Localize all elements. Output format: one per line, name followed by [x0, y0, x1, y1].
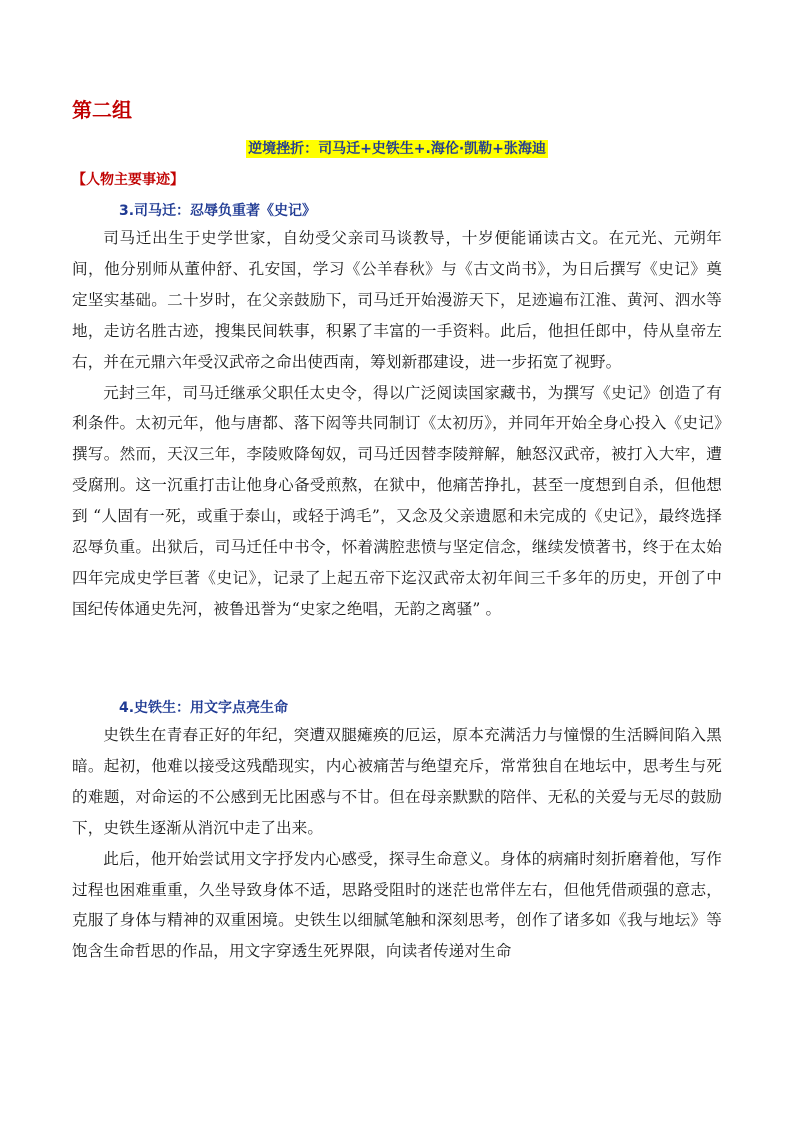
person-section-shi-tiesheng — [72, 696, 722, 967]
body-paragraph: 史铁生在青春正好的年纪，突遭双腿瘫痪的厄运，原本充满活力与憧憬的生活瞬间陷入黑暗。起初，他难以接受这残酷现实，内心被痛苦与绝望充斥，常常独自在地坛中，思考生与死的难题，对命运的不公感到无比困惑与不甘。但在母亲默默的陪伴、无私的关爱与无尽的鼓励下，史铁生逐渐从消沉中走了出来。 — [72, 726, 722, 837]
group-title: 第二组 — [72, 98, 132, 122]
theme-highlight: 逆境挫折：司马迁+史铁生+.海伦·凯勒+张海迪 — [248, 141, 546, 157]
body-paragraph: 元封三年，司马迁继承父职任太史令，得以广泛阅读国家藏书，为撰写《史记》创造了有利条件。太初元年，他与唐都、落下闳等共同制订《太初历》，并同年开始全身心投入《史记》撰写。然而，天汉三年，李陵败降匈奴，司马迁因替李陵辩解，触怒汉武帝，被打入大牢，遭受腐刑。这一沉重打击让他身心备受煎熬，在狱中，他痛苦挣扎，甚至一度想到自杀，但他想到 “人固有一死，或重于泰山，或轻于鸿毛”，又念及父亲遗愿和未完成的《史记》，最终选择忍辱负重。出狱后，司马迁任中书令，怀着满腔悲愤与坚定信念，继续发愤著书，终于在太始四年完成史学巨著《史记》，记录了上起五帝下迄汉武帝太初年间三千多年的历史，开创了中国纪传体通史先河，被鲁迅誉为“史家之绝唱，无韵之离骚” 。 — [72, 383, 722, 618]
person-heading: 3.司马迁：忍辱负重著《史记》 — [119, 203, 317, 219]
person-section-sima-qian — [72, 199, 722, 625]
section-tag: 【人物主要事迹】 — [72, 172, 184, 188]
person-heading: 4.史铁生：用文字点亮生命 — [119, 700, 289, 716]
body-paragraph: 此后，他开始尝试用文字抒发内心感受，探寻生命意义。身体的病痛时刻折磨着他，写作过程也困难重重，久坐导致身体不适，思路受阻时的迷茫也常伴左右，但他凭借顽强的意志，克服了身体与精神的双重困境。史铁生以细腻笔触和深刻思考，创作了诸多如《我与地坛》等饱含生命哲思的作品，用文字穿透生死界限，向读者传递对生命 — [72, 849, 722, 961]
body-paragraph: 司马迁出生于史学世家，自幼受父亲司马谈教导，十岁便能诵读古文。在元光、元朔年间，他分别师从董仲舒、孔安国，学习《公羊春秋》与《古文尚书》，为日后撰写《史记》奠定坚实基础。二十岁时，在父亲鼓励下，司马迁开始漫游天下，足迹遍布江淮、黄河、泗水等地，走访名胜古迹，搜集民间轶事，积累了丰富的一手资料。此后，他担任郎中，侍从皇帝左右，并在元鼎六年受汉武帝之命出使西南，筹划新郡建设，进一步拓宽了视野。 — [72, 229, 722, 371]
theme-line — [0, 137, 794, 160]
